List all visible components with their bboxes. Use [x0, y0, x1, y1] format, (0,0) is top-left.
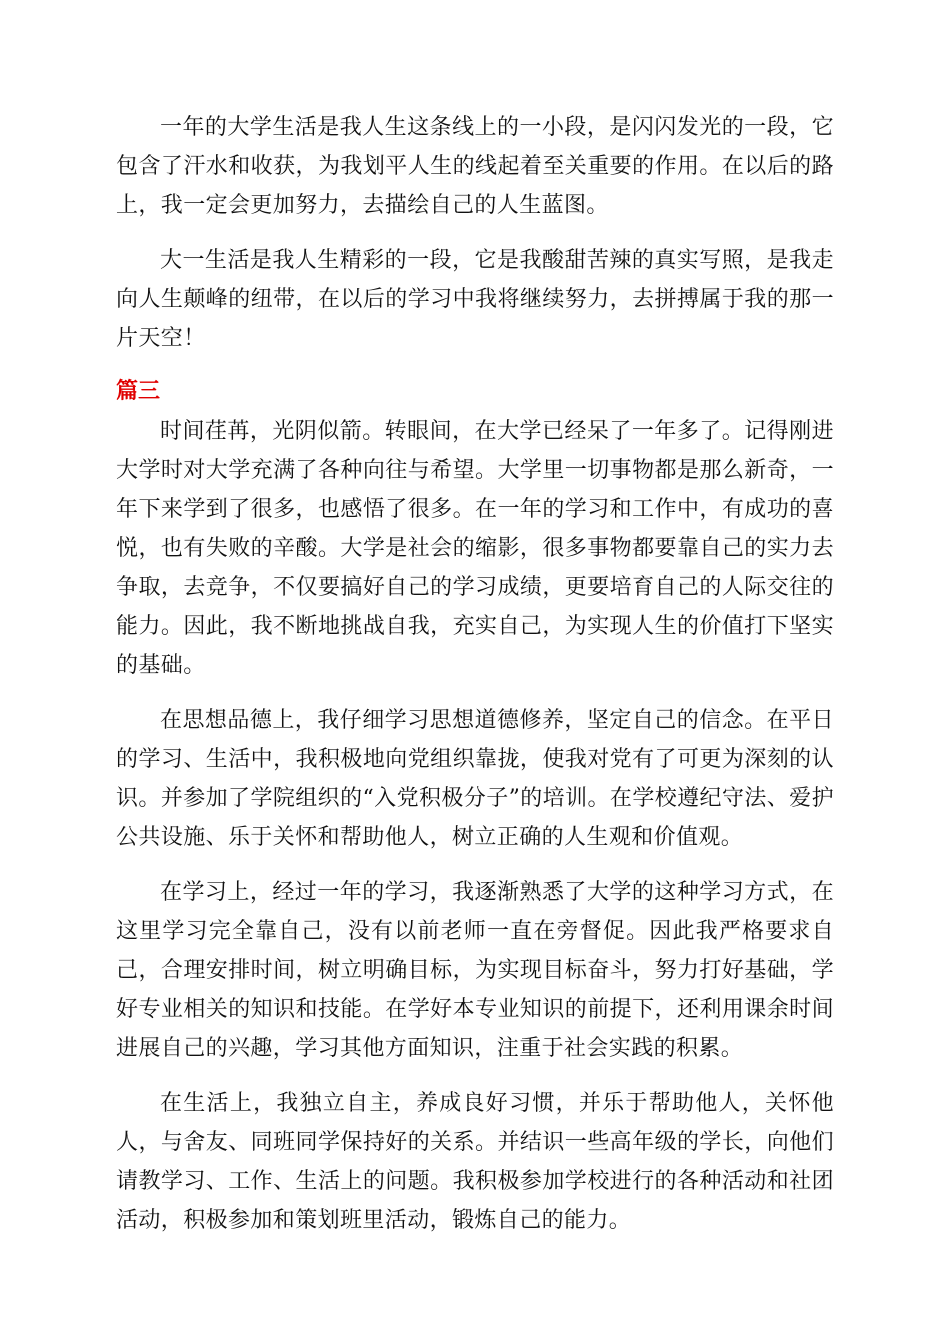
paragraph-intro: 时间荏苒，光阴似箭。转眼间，在大学已经呆了一年多了。记得刚进大学时对大学充满了各种向往与希望。大学里一切事物都是那么新奇，一年下来学到了很多，也感悟了很多。在一年的学习和工作中，有成功的喜悦，也有失败的辛酸。大学是社会的缩影，很多事物都要靠自己的实力去争取，去竞争，不仅要搞好自己的学习成绩，更要培育自己的人际交往的能力。因此，我不断地挑战自我，充实自己，为实现人生的价值打下坚实的基础。 [116, 419, 834, 678]
document-body [116, 108, 834, 1256]
paragraph-summary-1: 一年的大学生活是我人生这条线上的一小段，是闪闪发光的一段，它包含了汗水和收获，为我划平人生的线起着至关重要的作用。在以后的路上，我一定会更加努力，去描绘自己的人生蓝图。 [116, 115, 834, 218]
paragraph-summary-2: 大一生活是我人生精彩的一段，它是我酸甜苦辣的真实写照，是我走向人生颠峰的纽带，在以后的学习中我将继续努力，去拼搏属于我的那一片天空！ [116, 248, 834, 351]
paragraph-life: 在生活上，我独立自主，养成良好习惯，并乐于帮助他人，关怀他人，与舍友、同班同学保持好的关系。并结识一些高年级的学长，向他们请教学习、工作、生活上的问题。我积极参加学校进行的各种活动和社团活动，积极参加和策划班里活动，锻炼自己的能力。 [116, 1091, 834, 1233]
paragraph-morality: 在思想品德上，我仔细学习思想道德修养，坚定自己的信念。在平日的学习、生活中，我积极地向党组织靠拢，使我对党有了可更为深刻的认识。并参加了学院组织的“入党积极分子”的培训。在学校遵纪守法、爱护公共设施、乐于关怀和帮助他人，树立正确的人生观和价值观。 [116, 708, 834, 850]
section-heading: 篇三 [116, 379, 161, 404]
paragraph-study: 在学习上，经过一年的学习，我逐渐熟悉了大学的这种学习方式，在这里学习完全靠自己，没有以前老师一直在旁督促。因此我严格要求自己，合理安排时间，树立明确目标，为实现目标奋斗，努力打好基础，学好专业相关的知识和技能。在学好本专业知识的前提下，还利用课余时间进展自己的兴趣，学习其他方面知识，注重于社会实践的积累。 [116, 880, 834, 1061]
